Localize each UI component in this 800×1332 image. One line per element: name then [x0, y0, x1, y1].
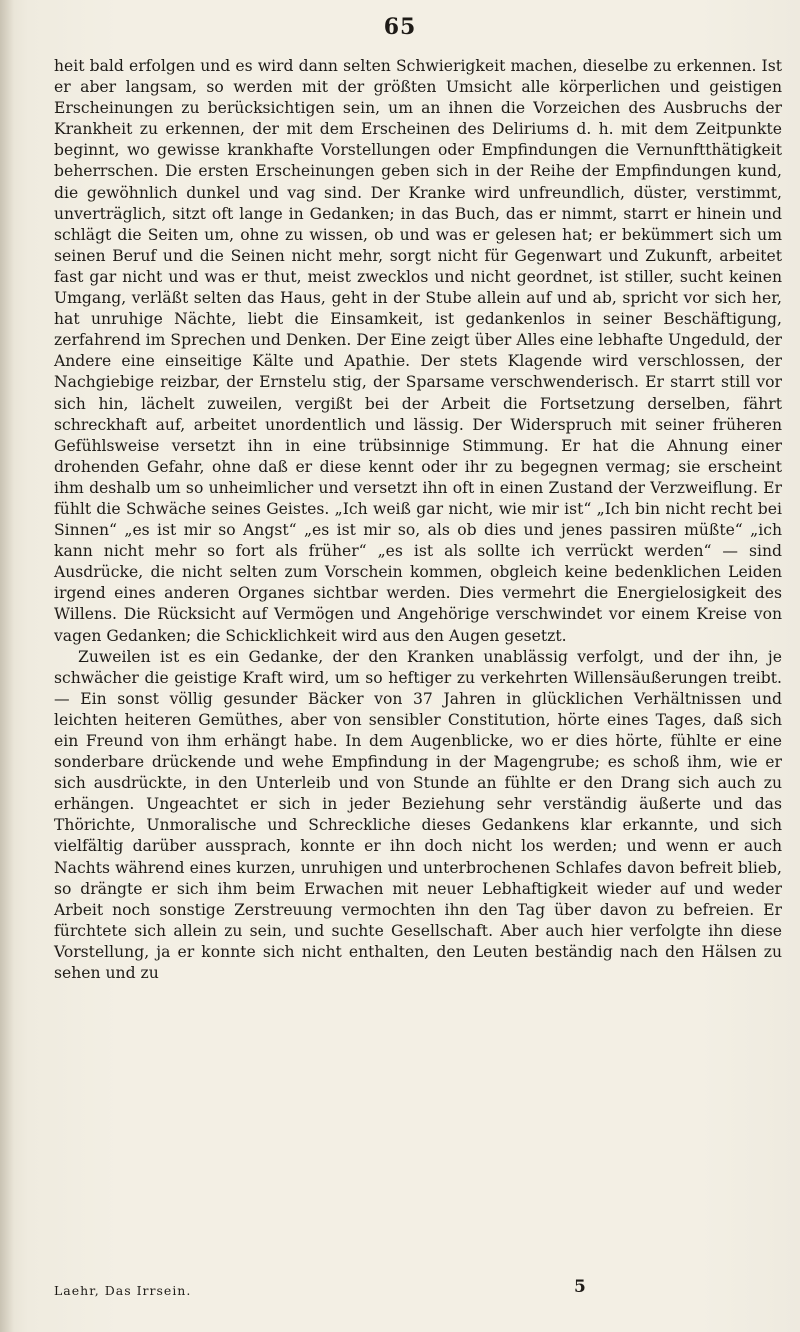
body-text — [54, 56, 782, 984]
paragraph: heit bald erfolgen und es wird dann selten Schwierigkeit machen, dieselbe zu erkennen. Ist er aber langsam, so werden mit der größten Umsicht alle körperlichen und geistigen Erscheinungen zu berücksichtigen sein, um an ihnen die Vorzeichen des Ausbruchs der Krankheit zu erkennen, der mit dem Erscheinen des Deliriums d. h. mit dem Zeitpunkte beginnt, wo gewisse krankhafte Vorstellungen oder Empfindungen die Vernunftthätigkeit beherrschen. Die ersten Erscheinungen geben sich in der Reihe der Empfindungen kund, die gewöhnlich dunkel und vag sind. Der Kranke wird unfreundlich, düster, verstimmt, unverträglich, sitzt oft lange in Gedanken; in das Buch, das er nimmt, starrt er hinein und schlägt die Seiten um, ohne zu wissen, ob und was er gelesen hat; er bekümmert sich um seinen Beruf und die Seinen nicht mehr, sorgt nicht für Gegenwart und Zukunft, arbeitet fast gar nicht und was er thut, meist zwecklos und nicht geordnet, ist stiller, sucht keinen Umgang, verläßt selten das Haus, geht in der Stube allein auf und ab, spricht vor sich her, hat unruhige Nächte, liebt die Einsamkeit, ist gedankenlos in seiner Beschäftigung, zerfahrend im Sprechen und Denken. Der Eine zeigt über Alles eine lebhafte Ungeduld, der Andere eine einseitige Kälte und Apathie. Der stets Klagende wird verschlossen, der Nachgiebige reizbar, der Ernstelu stig, der Sparsame verschwenderisch. Er starrt still vor sich hin, lächelt zuweilen, vergißt bei der Arbeit die Fortsetzung derselben, fährt schreckhaft auf, arbeitet unordentlich und lässig. Der Widerspruch mit seiner früheren Gefühlsweise versetzt ihn in eine trübsinnige Stimmung. Er hat die Ahnung einer drohenden Gefahr, ohne daß er diese kennt oder ihr zu begegnen vermag; sie erscheint ihm deshalb um so unheimlicher und versetzt ihn oft in einen Zustand der Verzweiflung. Er fühlt die Schwäche seines Geistes. „Ich weiß gar nicht, wie mir ist“ „Ich bin nicht recht bei Sinnen“ „es ist mir so Angst“ „es ist mir so, als ob dies und jenes passiren müßte“ „ich kann nicht mehr so fort als früher“ „es ist als sollte ich verrückt werden“ — sind Ausdrücke, die nicht selten zum Vorschein kommen, obgleich keine bedenklichen Leiden irgend eines anderen Organes sichtbar werden. Dies vermehrt die Energielosigkeit des Willens. Die Rücksicht auf Vermögen und Angehörige verschwindet vor einem Kreise von vagen Gedanken; die Schicklichkeit wird aus den Augen gesetzt. — [54, 57, 782, 645]
page-number: 65 — [383, 14, 417, 40]
printer-signature: Laehr, Das Irrsein. — [54, 1283, 192, 1298]
binding-shadow — [0, 0, 14, 1332]
page-footer — [54, 1277, 782, 1303]
sheet-number: 5 — [574, 1277, 586, 1297]
paragraph: Zuweilen ist es ein Gedanke, der den Kranken unablässig verfolgt, und der ihn, je schwächer die geistige Kraft wird, um so heftiger zu verkehrten Willensäußerungen treibt. — Ein sonst völlig gesunder Bäcker von 37 Jahren in glücklichen Verhältnissen und leichten heiteren Gemüthes, aber von sensibler Constitution, hörte eines Tages, daß sich ein Freund von ihm erhängt habe. In dem Augenblicke, wo er dies hörte, fühlte er eine sonderbare drückende und wehe Empfindung in der Magengrube; es schoß ihm, wie er sich ausdrückte, in den Unterleib und von Stunde an fühlte er den Drang sich auch zu erhängen. Ungeachtet er sich in jeder Beziehung sehr verständig äußerte und das Thörichte, Unmoralische und Schreckliche dieses Gedankens klar erkannte, und sich vielfältig darüber aussprach, konnte er ihn doch nicht los werden; und wenn er auch Nachts während eines kurzen, unruhigen und unterbrochenen Schlafes davon befreit blieb, so drängte er sich ihm beim Erwachen mit neuer Lebhaftigkeit wieder auf und weder Arbeit noch sonstige Zerstreuung vermochten ihn den Tag über davon zu befreien. Er fürchtete sich allein zu sein, und suchte Gesellschaft. Aber auch hier verfolgte ihn diese Vorstellung, ja er konnte sich nicht enthalten, den Leuten beständig nach den Hälsen zu sehen und zu — [54, 647, 782, 983]
